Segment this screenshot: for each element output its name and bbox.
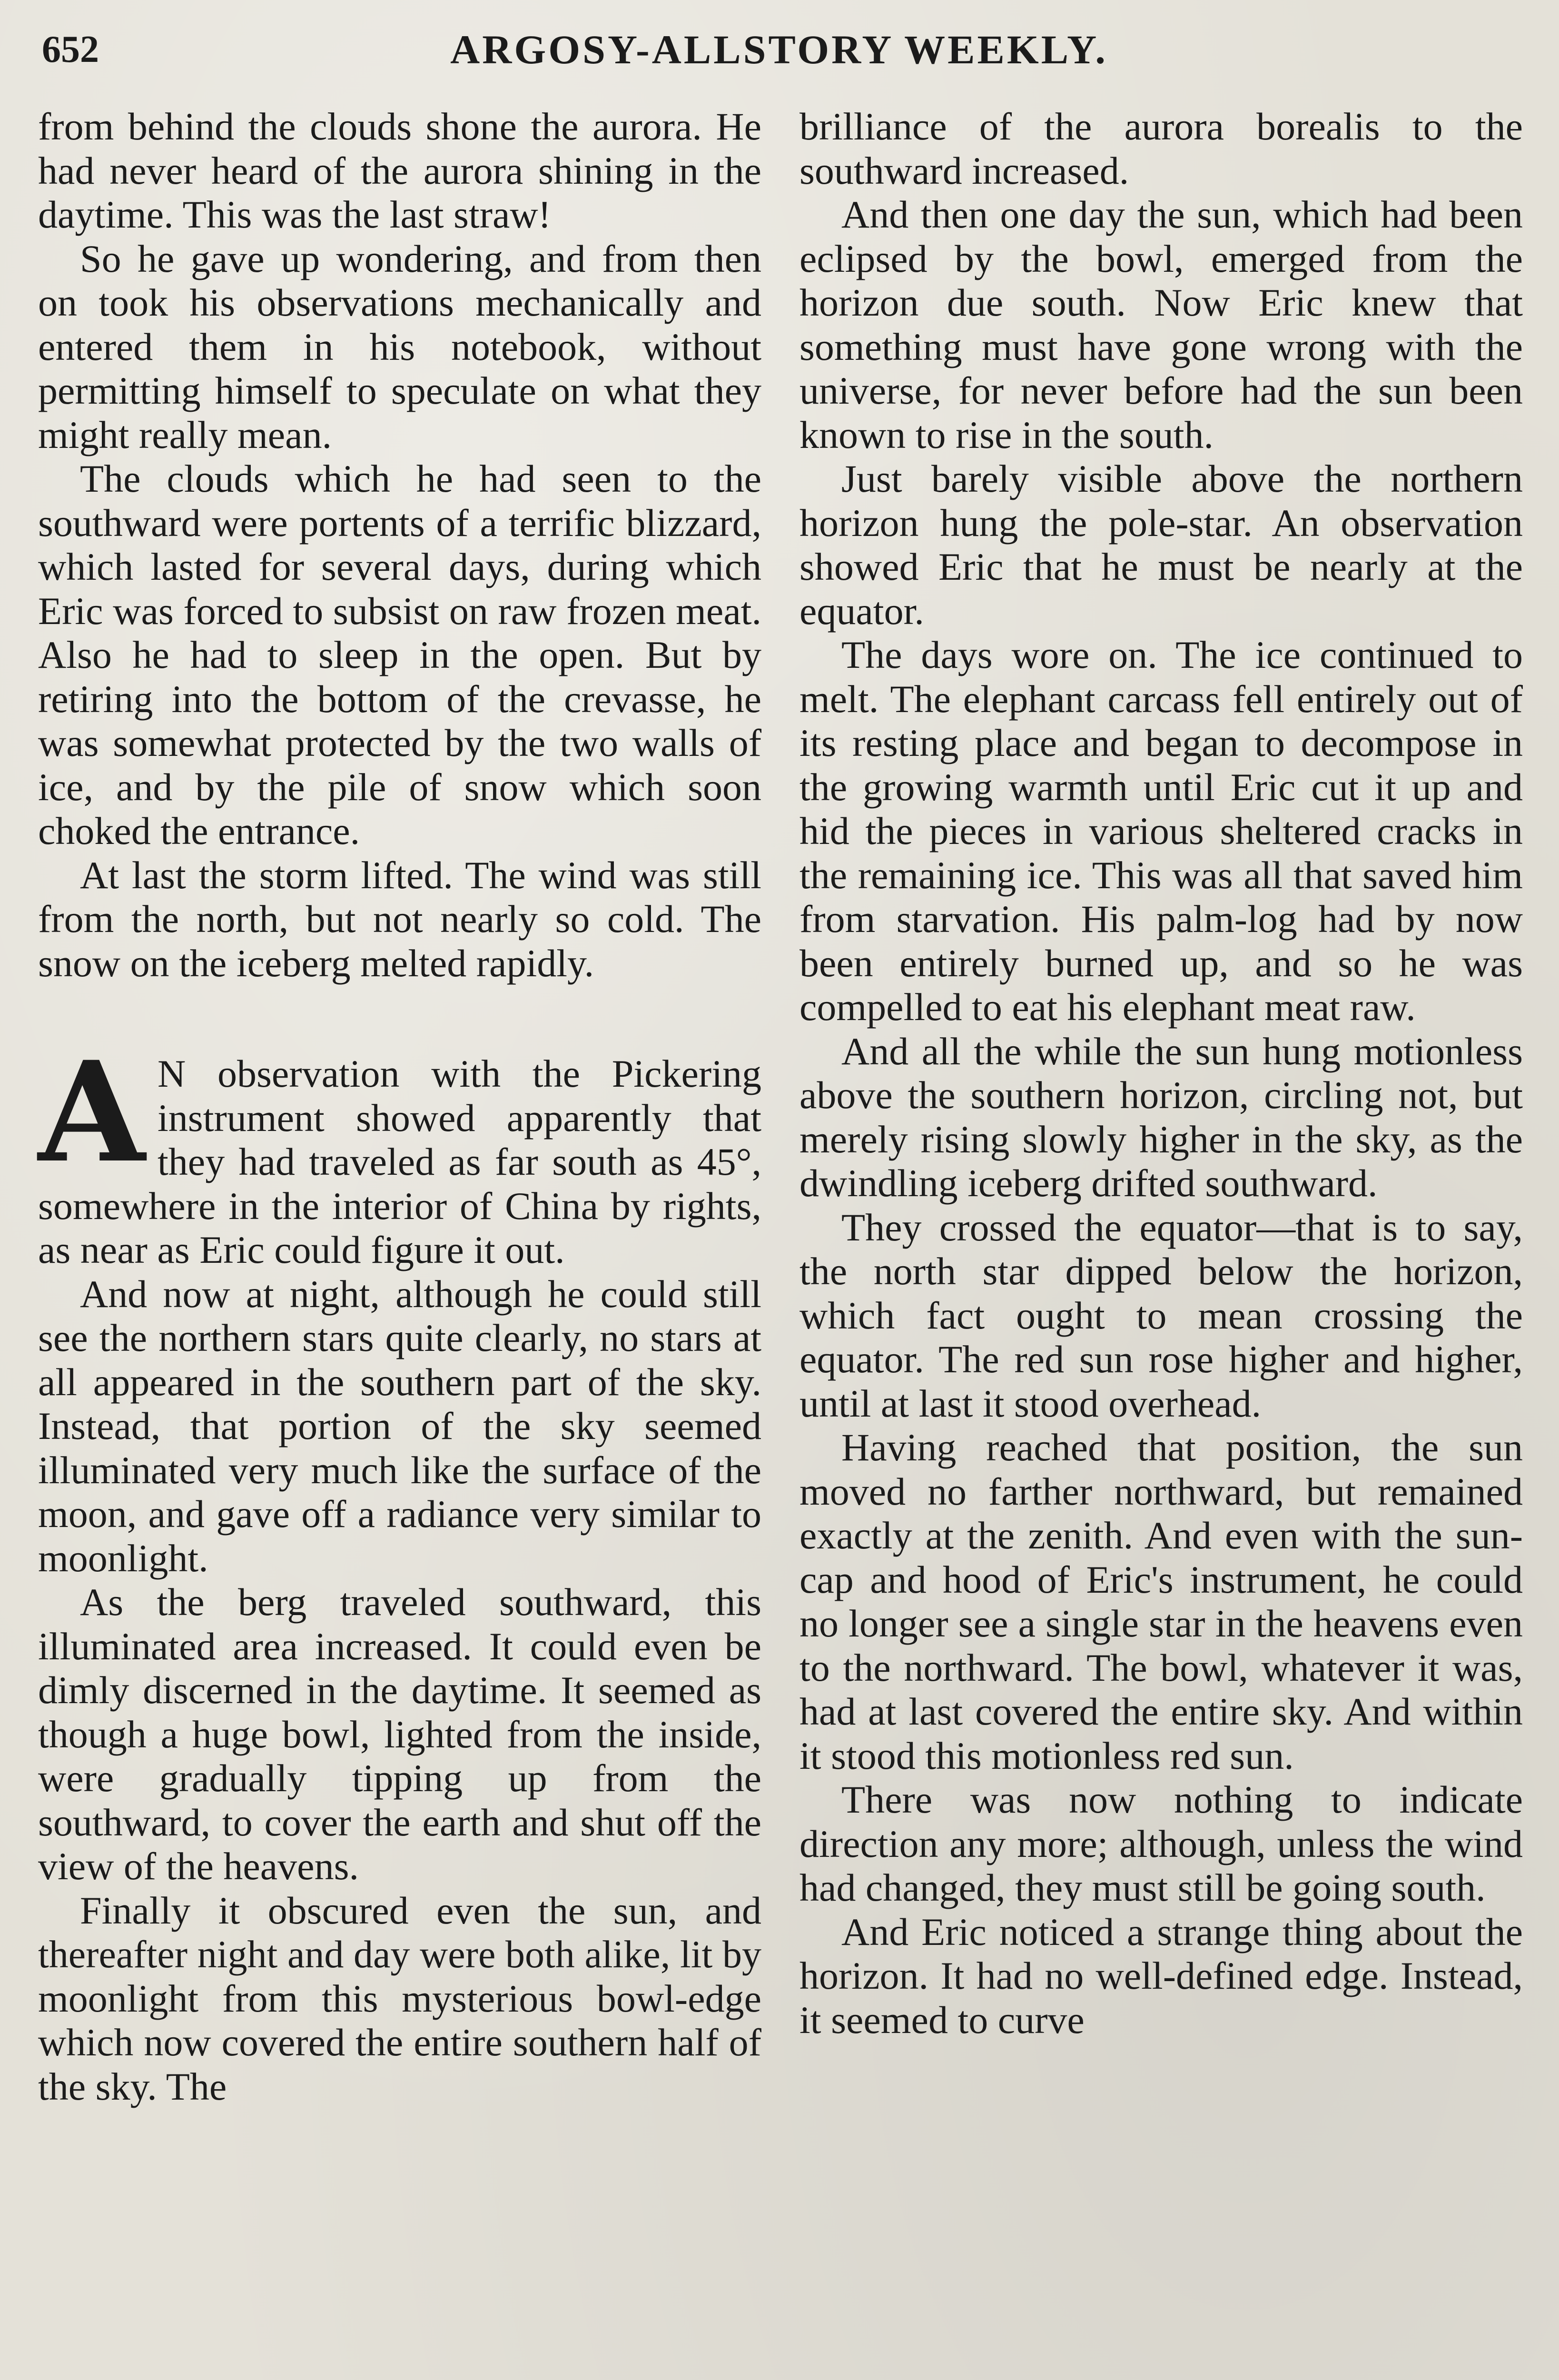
paragraph: Finally it obscured even the sun, and thereafter night and day were both alike, lit by moonlight from this mysterious bowl-edge which now covered the entire southern half of the sky. The (38, 1888, 761, 2108)
section-break (38, 985, 761, 1052)
left-column (38, 105, 761, 2109)
paragraph: At last the storm lifted. The wind was still from the north, but not nearly so cold. The snow on the iceberg melted rapidly. (38, 853, 761, 985)
paragraph: And all the while the sun hung motionless above the southern horizon, circling not, but merely rising slowly higher in the sky, as the dwindling iceberg drifted southward. (799, 1029, 1523, 1205)
paragraph: The clouds which he had seen to the southward were portents of a terrific blizzard, which lasted for several days, during which Eric was forced to subsist on raw frozen meat. Also he had to sleep in the open. But by retiring into the bottom of the crevasse, he was somewhat protected by the two walls of ice, and by the pile of snow which soon choked the entrance. (38, 457, 761, 853)
paragraph: And then one day the sun, which had been eclipsed by the bowl, emerged from the horizon due south. Now Eric knew that something must have gone wrong with the universe, for never before had the sun been known to rise in the south. (799, 193, 1523, 456)
right-column (799, 105, 1523, 2042)
paragraph: Just barely visible above the northern horizon hung the pole-star. An observation showed Eric that he must be nearly at the equator. (799, 457, 1523, 633)
running-head: ARGOSY-ALLSTORY WEEKLY. (450, 27, 1108, 72)
paragraph: And now at night, although he could still see the northern stars quite clearly, no stars at all appeared in the southern part of the sky. Instead, that portion of the sky seemed illuminated very much like the surface of the moon, and gave off a radiance very similar to moonlight. (38, 1272, 761, 1580)
paragraph: And Eric noticed a strange thing about the horizon. It had no well-defined edge. Instead, it seemed to curve (799, 1910, 1523, 2042)
paragraph: brilliance of the aurora borealis to the southward increased. (799, 105, 1523, 192)
page-number: 652 (42, 28, 99, 70)
dropcap-letter: A (38, 1031, 146, 1193)
paragraph: Having reached that position, the sun moved no farther northward, but remained exactly at the zenith. And even with the sun-cap and hood of Eric's instrument, he could no longer see a single star in the heavens even to the northward. The bowl, whatever it was, had at last covered the entire sky. And within it stood this motionless red sun. (799, 1426, 1523, 1777)
dropcap-paragraph (38, 1031, 761, 1272)
paragraph: As the berg traveled southward, this illuminated area increased. It could even be dimly discerned in the daytime. It seemed as though a huge bowl, lighted from the inside, were gradually tipping up from the southward, to cover the earth and shut off the view of the heavens. (38, 1580, 761, 1888)
paragraph: They crossed the equator—that is to say, the north star dipped below the horizon, which fact ought to mean crossing the equator. The red sun rose higher and higher, until at last it stood overhead. (799, 1205, 1523, 1425)
paragraph: from behind the clouds shone the aurora. He had never heard of the aurora shining in the daytime. This was the last straw! (38, 105, 761, 236)
paragraph: There was now nothing to indicate direction any more; although, unless the wind had changed, they must still be going south. (799, 1778, 1523, 1909)
paragraph: So he gave up wondering, and from then on took his observations mechanically and entered them in his notebook, without permitting himself to speculate on what they might really mean. (38, 237, 761, 456)
page-header (42, 21, 1516, 78)
paragraph: The days wore on. The ice continued to melt. The elephant carcass fell entirely out of its resting place and began to decompose in the growing warmth until Eric cut it up and hid the pieces in various sheltered cracks in the remaining ice. This was all that saved him from starvation. His palm-log had by now been entirely burned up, and so he was compelled to eat his elephant meat raw. (799, 633, 1523, 1029)
dropcap-paragraph-text: N observation with the Pickering instrument showed apparently that they had traveled as far south as 45°, somewhere in the interior of China by rights, as near as Eric could figure it out. (38, 1052, 761, 1271)
